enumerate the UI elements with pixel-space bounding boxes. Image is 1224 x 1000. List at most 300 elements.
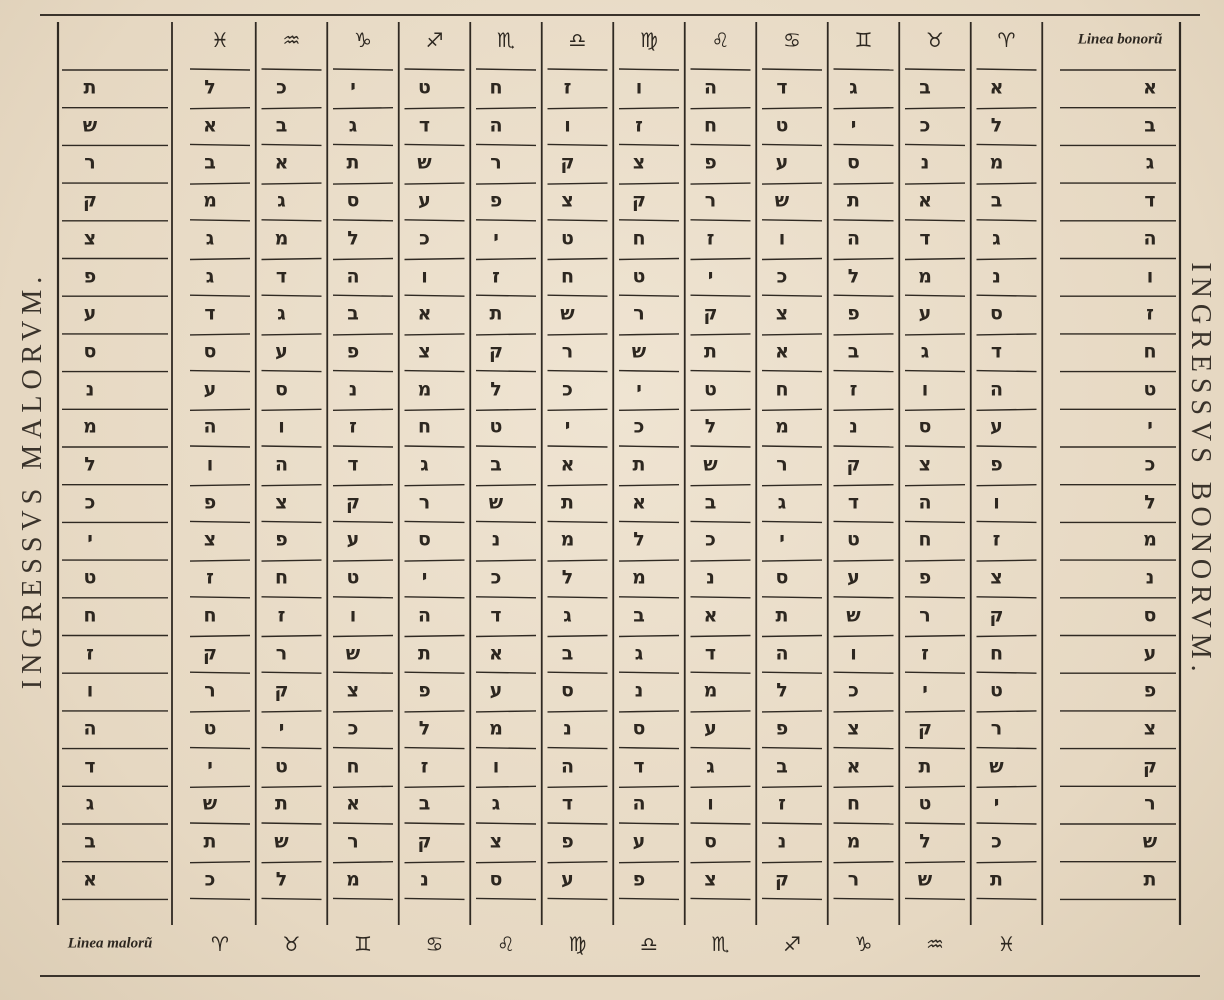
grid-letter: מ bbox=[632, 566, 646, 589]
grid-line bbox=[405, 259, 465, 260]
zodiac-sign-top: ♌ bbox=[711, 28, 730, 52]
grid-line bbox=[691, 259, 751, 260]
grid-line bbox=[905, 183, 965, 184]
grid-letter: ב bbox=[561, 642, 574, 664]
grid-line bbox=[619, 183, 679, 184]
zodiac-sign-bottom: ♊ bbox=[354, 932, 372, 956]
grid-letter: ת bbox=[489, 302, 503, 325]
grid-line bbox=[548, 259, 608, 260]
grid-letter: ס bbox=[346, 189, 360, 212]
grid-line bbox=[762, 183, 822, 184]
grid-letter: ש bbox=[989, 755, 1004, 778]
grid-letter: ג bbox=[205, 265, 215, 287]
grid-line bbox=[476, 371, 536, 372]
grid-letter: ו bbox=[492, 755, 500, 778]
grid-letter: ר bbox=[561, 340, 574, 363]
malorum-letter: ר bbox=[84, 151, 96, 174]
grid-line bbox=[405, 409, 465, 410]
grid-line bbox=[834, 636, 894, 637]
grid-line bbox=[691, 183, 751, 184]
grid-letter: ט bbox=[346, 566, 360, 589]
grid-letter: ש bbox=[417, 151, 432, 174]
grid-letter: מ bbox=[703, 679, 718, 702]
grid-line bbox=[619, 144, 679, 145]
grid-line bbox=[548, 898, 608, 899]
grid-line bbox=[977, 786, 1037, 787]
grid-line bbox=[405, 636, 465, 637]
grid-letter: צ bbox=[847, 717, 860, 740]
grid-line bbox=[333, 183, 393, 184]
grid-line bbox=[619, 898, 679, 899]
grid-letter: ת bbox=[203, 830, 217, 853]
grid-letter: ש bbox=[846, 604, 861, 627]
grid-letter: ח bbox=[989, 642, 1004, 664]
malorum-letter: ל bbox=[84, 453, 96, 476]
grid-line bbox=[333, 597, 393, 598]
grid-line bbox=[762, 371, 822, 372]
grid-letter: ב bbox=[347, 302, 359, 325]
grid-letter: ל bbox=[418, 717, 431, 740]
grid-line bbox=[405, 862, 465, 863]
grid-line bbox=[262, 636, 322, 637]
right-vertical-title: INGRESSVS BONORVM. bbox=[1185, 262, 1216, 678]
grid-line bbox=[333, 334, 393, 335]
grid-line bbox=[262, 672, 322, 673]
grid-letter: א bbox=[846, 755, 861, 778]
grid-line bbox=[619, 485, 679, 486]
malorum-letter: י bbox=[87, 528, 93, 551]
grid-line bbox=[834, 144, 894, 145]
grid-line bbox=[905, 560, 965, 561]
grid-line bbox=[905, 521, 965, 522]
grid-letter: צ bbox=[489, 830, 503, 853]
grid-letter: מ bbox=[417, 378, 432, 401]
grid-letter: ס bbox=[990, 302, 1003, 325]
grid-letter: ס bbox=[275, 378, 288, 401]
grid-letter: צ bbox=[704, 868, 717, 891]
grid-line bbox=[834, 446, 894, 447]
grid-line bbox=[476, 560, 536, 561]
grid-line bbox=[548, 560, 608, 561]
grid-letter: ע bbox=[275, 340, 288, 363]
grid-letter: צ bbox=[561, 189, 574, 212]
grid-letter: ש bbox=[488, 491, 504, 514]
malorum-letter: ג bbox=[85, 792, 95, 815]
bonorum-letter: ר bbox=[1144, 792, 1156, 815]
grid-letter: ח bbox=[632, 227, 646, 250]
grid-letter: ו bbox=[206, 453, 214, 476]
grid-letter: פ bbox=[775, 717, 789, 740]
grid-line bbox=[977, 259, 1037, 260]
grid-letter: ל bbox=[204, 76, 216, 99]
grid-line bbox=[905, 485, 965, 486]
grid-line bbox=[548, 823, 608, 824]
grid-line bbox=[476, 636, 536, 637]
grid-line bbox=[762, 485, 822, 486]
bonorum-letter: ז bbox=[1146, 302, 1154, 325]
grid-line bbox=[262, 823, 322, 824]
grid-line bbox=[977, 446, 1037, 447]
grid-letter: א bbox=[632, 491, 646, 514]
grid-letter: ב bbox=[633, 604, 645, 627]
grid-letter: י bbox=[636, 378, 642, 401]
grid-line bbox=[405, 823, 465, 824]
grid-letter: ח bbox=[703, 114, 718, 137]
grid-line bbox=[548, 786, 608, 787]
grid-letter: נ bbox=[920, 151, 930, 174]
bonorum-letter: ק bbox=[1143, 755, 1157, 778]
grid-line bbox=[619, 521, 679, 522]
grid-line bbox=[548, 409, 608, 410]
grid-letter: ג bbox=[277, 189, 286, 212]
grid-line bbox=[619, 748, 679, 749]
grid-line bbox=[262, 898, 322, 899]
grid-line bbox=[977, 295, 1037, 296]
grid-line bbox=[476, 295, 536, 296]
grid-line bbox=[834, 672, 894, 673]
grid-letter: ת bbox=[346, 151, 360, 174]
grid-letter: ו bbox=[850, 642, 857, 664]
grid-letter: א bbox=[775, 340, 789, 363]
grid-line bbox=[762, 295, 822, 296]
zodiac-sign-bottom: ♑ bbox=[854, 932, 873, 956]
grid-letter: כ bbox=[419, 227, 430, 250]
grid-line bbox=[834, 786, 894, 787]
grid-letter: ת bbox=[918, 755, 932, 778]
grid-letter: ג bbox=[849, 76, 858, 99]
grid-letter: ת bbox=[561, 491, 574, 514]
grid-letter: מ bbox=[918, 265, 932, 287]
grid-line bbox=[977, 69, 1037, 70]
grid-letter: ס bbox=[704, 830, 717, 853]
grid-letter: כ bbox=[705, 528, 716, 551]
grid-letter: ד bbox=[704, 642, 717, 664]
grid-line bbox=[548, 711, 608, 712]
grid-line bbox=[548, 371, 608, 372]
malorum-letter: ב bbox=[84, 830, 96, 853]
grid-line bbox=[190, 446, 250, 447]
grid-letter: ח bbox=[274, 566, 289, 589]
grid-line bbox=[476, 144, 536, 145]
bonorum-letter: ה bbox=[1143, 227, 1157, 250]
grid-line bbox=[262, 597, 322, 598]
grid-letter: כ bbox=[204, 868, 216, 891]
malorum-letter: ס bbox=[83, 340, 97, 363]
grid-letter: ד bbox=[347, 453, 359, 476]
grid-line bbox=[405, 446, 465, 447]
grid-line bbox=[762, 823, 822, 824]
grid-line bbox=[619, 560, 679, 561]
grid-letter: פ bbox=[346, 340, 360, 363]
grid-letter: ב bbox=[204, 151, 216, 174]
grid-letter: ר bbox=[776, 453, 788, 476]
grid-letter: ו bbox=[993, 491, 1000, 514]
grid-letter: נ bbox=[706, 566, 715, 589]
grid-letter: ה bbox=[489, 114, 503, 137]
grid-line bbox=[834, 823, 894, 824]
grid-letter: ק bbox=[346, 491, 360, 514]
grid-letter: ע bbox=[418, 189, 431, 212]
grid-letter: ע bbox=[990, 415, 1003, 438]
grid-letter: ל bbox=[704, 415, 717, 438]
grid-line bbox=[834, 597, 894, 598]
grid-line bbox=[190, 183, 250, 184]
grid-letter: ש bbox=[774, 189, 790, 212]
grid-line bbox=[977, 183, 1037, 184]
grid-letter: ז bbox=[849, 378, 858, 401]
malorum-letter: ח bbox=[83, 604, 97, 627]
grid-letter: פ bbox=[990, 453, 1003, 476]
malorum-letter: כ bbox=[84, 491, 96, 514]
bonorum-letter: מ bbox=[1143, 528, 1157, 551]
grid-line bbox=[905, 823, 965, 824]
grid-letter: ב bbox=[418, 792, 431, 815]
grid-letter: צ bbox=[775, 302, 789, 325]
grid-line bbox=[905, 69, 965, 70]
grid-line bbox=[476, 108, 536, 109]
grid-line bbox=[333, 446, 393, 447]
grid-line bbox=[977, 144, 1037, 145]
grid-line bbox=[834, 108, 894, 109]
grid-letter: א bbox=[703, 604, 718, 627]
bonorum-letter: ד bbox=[1144, 189, 1156, 212]
grid-letter: ר bbox=[204, 679, 216, 702]
grid-line bbox=[977, 823, 1037, 824]
grid-line bbox=[190, 485, 250, 486]
grid-line bbox=[333, 521, 393, 522]
grid-line bbox=[691, 672, 751, 673]
grid-line bbox=[262, 560, 322, 561]
grid-letter: ה bbox=[846, 227, 861, 250]
grid-line bbox=[333, 69, 393, 70]
grid-letter: ט bbox=[632, 265, 646, 287]
grid-line bbox=[834, 560, 894, 561]
grid-letter: ס bbox=[418, 528, 431, 551]
grid-letter: ט bbox=[275, 755, 288, 778]
grid-letter: ח bbox=[775, 378, 789, 401]
grid-line bbox=[262, 108, 322, 109]
grid-line bbox=[333, 259, 393, 260]
zodiac-sign-top: ♍ bbox=[640, 28, 658, 52]
grid-line bbox=[762, 521, 822, 522]
grid-line bbox=[548, 862, 608, 863]
grid-letter: ד bbox=[633, 755, 645, 778]
zodiac-sign-bottom: ♉ bbox=[282, 932, 301, 956]
grid-line bbox=[691, 220, 751, 221]
grid-line bbox=[190, 521, 250, 522]
grid-line bbox=[476, 597, 536, 598]
grid-letter: ד bbox=[561, 792, 574, 815]
grid-letter: ק bbox=[417, 830, 432, 853]
grid-line bbox=[762, 711, 822, 712]
grid-letter: כ bbox=[490, 566, 502, 589]
grid-line bbox=[905, 144, 965, 145]
grid-line bbox=[405, 144, 465, 145]
grid-letter: ה bbox=[346, 265, 360, 287]
bonorum-letter: ו bbox=[1146, 265, 1154, 287]
zodiac-sign-top: ♊ bbox=[854, 28, 873, 52]
grid-letter: ג bbox=[563, 604, 572, 627]
zodiac-sign-top: ♎ bbox=[568, 28, 587, 52]
grid-letter: ד bbox=[204, 302, 216, 325]
grid-letter: ו bbox=[278, 415, 285, 438]
grid-line bbox=[977, 334, 1037, 335]
bonorum-letter: ל bbox=[1144, 491, 1156, 514]
grid-line bbox=[905, 371, 965, 372]
grid-line bbox=[405, 371, 465, 372]
grid-line bbox=[405, 898, 465, 899]
grid-line bbox=[476, 823, 536, 824]
grid-line bbox=[262, 69, 322, 70]
grid-line bbox=[619, 108, 679, 109]
left-vertical-title: INGRESSVS MALORVM. bbox=[17, 270, 48, 690]
zodiac-sign-top: ♑ bbox=[354, 28, 372, 52]
grid-line bbox=[977, 371, 1037, 372]
grid-line bbox=[905, 220, 965, 221]
grid-line bbox=[262, 409, 322, 410]
grid-line bbox=[262, 144, 322, 145]
grid-line bbox=[262, 183, 322, 184]
grid-letter: ע bbox=[847, 566, 860, 589]
grid-line bbox=[548, 446, 608, 447]
grid-letter: מ bbox=[274, 227, 289, 250]
grid-letter: ע bbox=[775, 151, 789, 174]
grid-line bbox=[190, 108, 250, 109]
bonorum-letter: ע bbox=[1143, 642, 1157, 664]
grid-line bbox=[405, 295, 465, 296]
grid-letter: מ bbox=[846, 830, 861, 853]
grid-line bbox=[333, 786, 393, 787]
grid-line bbox=[619, 862, 679, 863]
grid-letter: ק bbox=[918, 717, 932, 740]
grid-letter: ה bbox=[274, 453, 289, 476]
bonorum-letter: ט bbox=[1143, 378, 1157, 401]
grid-line bbox=[905, 862, 965, 863]
malorum-letter: ה bbox=[83, 717, 97, 740]
grid-line bbox=[262, 371, 322, 372]
grid-letter: ש bbox=[631, 340, 647, 363]
grid-letter: פ bbox=[275, 528, 288, 551]
grid-line bbox=[548, 295, 608, 296]
grid-line bbox=[834, 748, 894, 749]
grid-letter: י bbox=[779, 528, 785, 551]
zodiac-sign-top: ♈ bbox=[997, 28, 1016, 52]
grid-line bbox=[762, 409, 822, 410]
bonorum-letter: ח bbox=[1143, 340, 1157, 363]
grid-line bbox=[834, 711, 894, 712]
grid-letter: ר bbox=[347, 830, 359, 853]
grid-letter: ק bbox=[775, 868, 789, 891]
grid-line bbox=[333, 485, 393, 486]
grid-letter: ג bbox=[706, 755, 715, 778]
grid-line bbox=[333, 898, 393, 899]
grid-letter: כ bbox=[991, 830, 1002, 853]
grid-letter: ז bbox=[778, 792, 786, 815]
grid-letter: צ bbox=[346, 679, 360, 702]
grid-line bbox=[190, 898, 250, 899]
zodiac-sign-bottom: ♈ bbox=[211, 932, 229, 956]
grid-line bbox=[905, 446, 965, 447]
grid-line bbox=[262, 295, 322, 296]
grid-letter: ו bbox=[921, 378, 929, 401]
grid-letter: נ bbox=[849, 415, 858, 438]
grid-line bbox=[333, 295, 393, 296]
grid-line bbox=[476, 220, 536, 221]
grid-letter: ר bbox=[919, 604, 931, 627]
grid-line bbox=[762, 259, 822, 260]
grid-line bbox=[190, 220, 250, 221]
bonorum-letter: י bbox=[1147, 415, 1153, 438]
grid-letter: ו bbox=[707, 792, 714, 815]
grid-line bbox=[476, 69, 536, 70]
grid-letter: י bbox=[278, 717, 285, 740]
grid-letter: ז bbox=[349, 415, 357, 438]
grid-letter: ז bbox=[563, 76, 572, 99]
grid-letter: פ bbox=[632, 868, 646, 891]
grid-letter: ו bbox=[635, 76, 643, 99]
grid-letter: ג bbox=[992, 227, 1001, 250]
grid-letter: כ bbox=[276, 76, 287, 99]
grid-line bbox=[691, 446, 751, 447]
grid-letter: נ bbox=[777, 830, 787, 853]
grid-letter: ו bbox=[778, 227, 786, 250]
grid-line bbox=[405, 672, 465, 673]
grid-line bbox=[405, 334, 465, 335]
grid-letter: ג bbox=[634, 642, 644, 664]
grid-letter: ק bbox=[846, 453, 861, 476]
zodiac-sign-top: ♐ bbox=[425, 28, 444, 52]
grid-line bbox=[476, 521, 536, 522]
grid-line bbox=[619, 446, 679, 447]
grid-line bbox=[619, 597, 679, 598]
zodiac-sign-bottom: ♎ bbox=[640, 932, 658, 956]
grid-letter: ע bbox=[704, 717, 717, 740]
zodiac-sign-top: ♏ bbox=[497, 28, 515, 52]
grid-letter: ש bbox=[917, 868, 933, 891]
grid-line bbox=[476, 334, 536, 335]
grid-letter: ז bbox=[277, 604, 286, 627]
grid-letter: י bbox=[850, 114, 857, 137]
grid-letter: ב bbox=[776, 755, 788, 778]
grid-letter: ד bbox=[776, 76, 788, 99]
grid-line bbox=[905, 597, 965, 598]
grid-letter: ש bbox=[274, 830, 289, 853]
grid-line bbox=[834, 220, 894, 221]
grid-line bbox=[691, 823, 751, 824]
grid-line bbox=[476, 259, 536, 260]
grid-letter: ה bbox=[703, 76, 718, 99]
grid-line bbox=[762, 898, 822, 899]
grid-line bbox=[691, 786, 751, 787]
grid-line bbox=[834, 183, 894, 184]
grid-line bbox=[548, 144, 608, 145]
grid-line bbox=[405, 711, 465, 712]
grid-letter: נ bbox=[992, 265, 1001, 287]
grid-line bbox=[333, 560, 393, 561]
grid-letter: ש bbox=[345, 642, 361, 664]
grid-line bbox=[619, 786, 679, 787]
grid-letter: א bbox=[560, 453, 575, 476]
grid-line bbox=[762, 748, 822, 749]
grid-letter: ד bbox=[275, 265, 288, 287]
grid-line bbox=[476, 446, 536, 447]
grid-line bbox=[333, 108, 393, 109]
grid-letter: ת bbox=[275, 792, 288, 815]
grid-line bbox=[190, 371, 250, 372]
grid-line bbox=[548, 183, 608, 184]
grid-line bbox=[476, 898, 536, 899]
grid-line bbox=[762, 862, 822, 863]
